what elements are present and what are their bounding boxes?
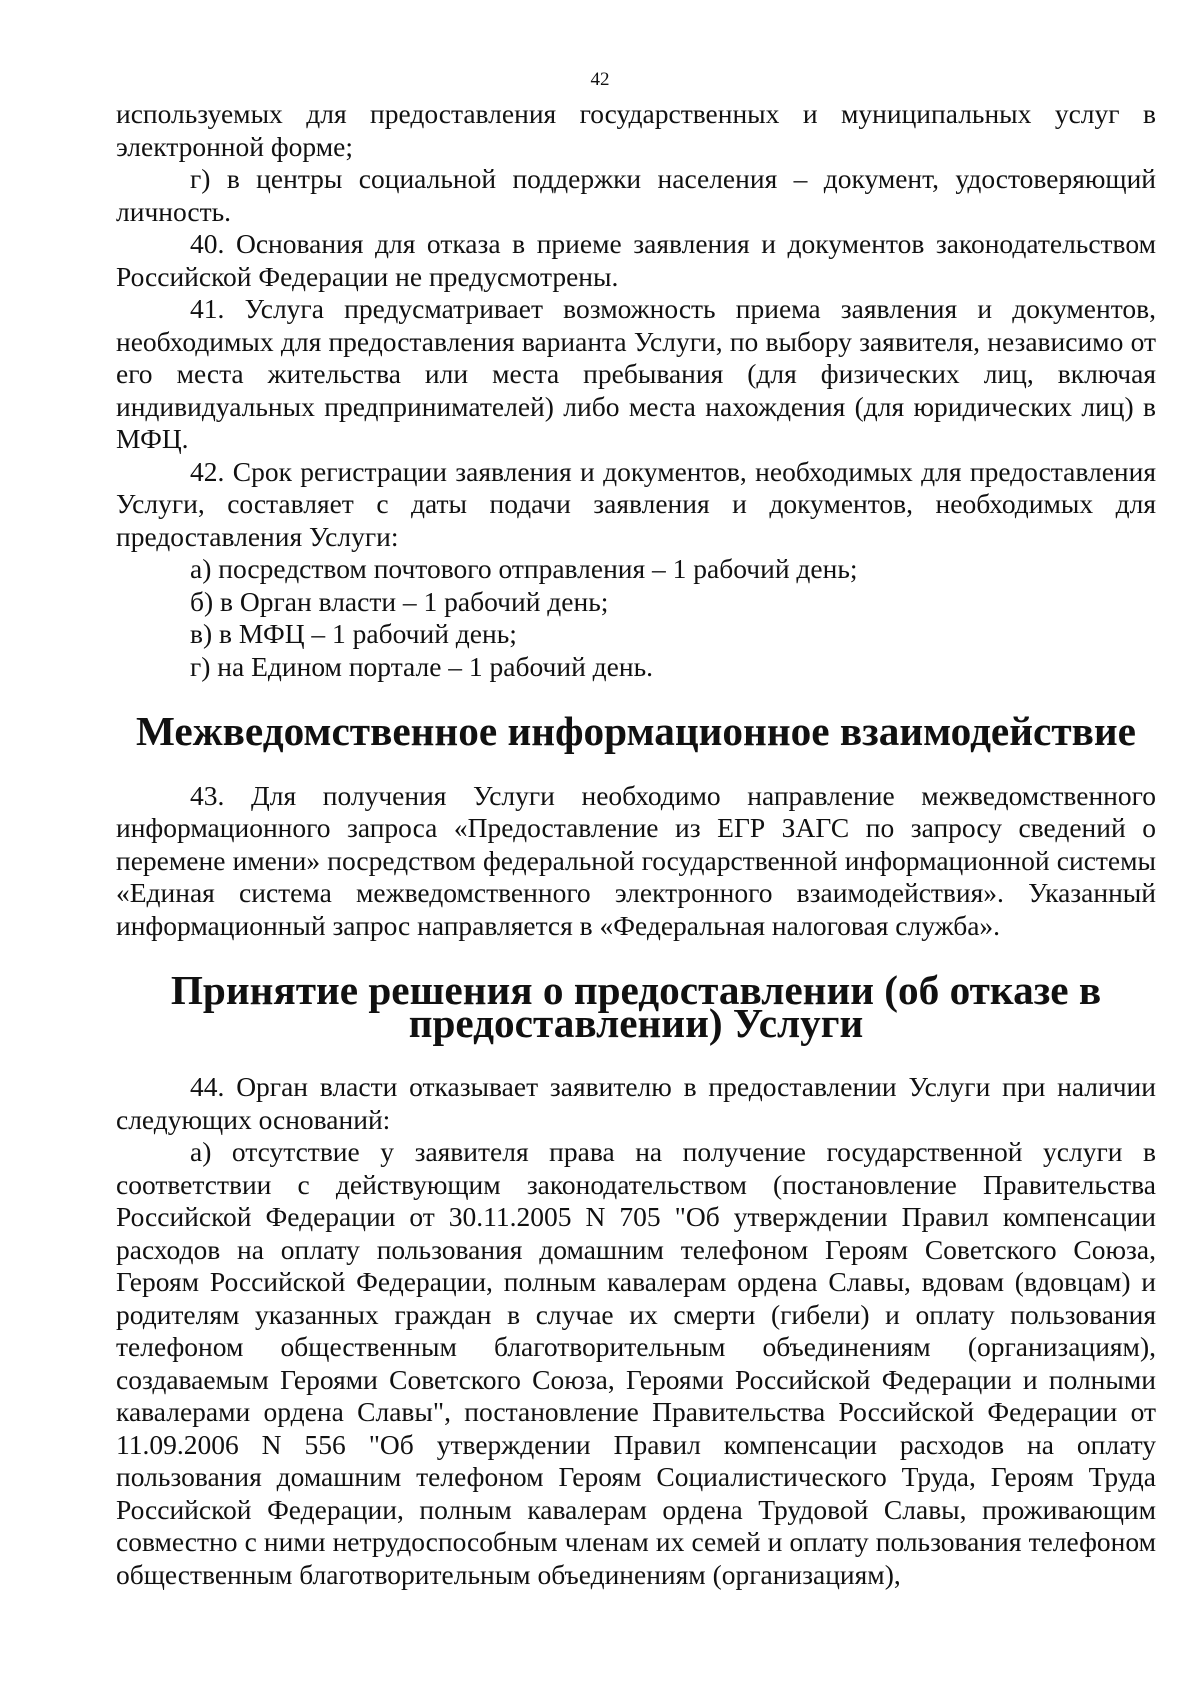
paragraph-44: 44. Орган власти отказывает заявителю в предоставлении Услуги при наличии следующих оснований: (116, 1071, 1156, 1135)
document-body (116, 98, 1156, 1591)
paragraph-42b: б) в Орган власти – 1 рабочий день; (190, 585, 609, 617)
paragraph-40: 40. Основания для отказа в приеме заявления и документов законодательством Российской Федерации не предусмотрены. (116, 228, 1156, 292)
page-number: 42 (590, 69, 610, 90)
paragraph-42: 42. Срок регистрации заявления и документов, необходимых для предоставления Услуги, составляет с даты подачи заявления и документов, необходимых для предоставления Услуги: (116, 455, 1156, 552)
paragraph-42g: г) на Едином портале – 1 рабочий день. (190, 650, 654, 682)
paragraph-41: 41. Услуга предусматривает возможность приема заявления и документов, необходимых для предоставления варианта Услуги, по выбору заявителя, независимо от его места жительства или места пребывания (для физических лиц, включая индивидуальных предпринимателей) либо места нахождения (для юридических лиц) в МФЦ. (116, 293, 1156, 454)
section-heading-interagency: Межведомственное информационное взаимодействие (136, 708, 1136, 754)
paragraph-44a: а) отсутствие у заявителя права на получение государственной услуги в соответствии с действующим законодательством (постановление Правительства Российской Федерации от 30.11.2005 N 705 "Об утверждении Правил компенсации расходов на оплату пользования домашним телефоном Героям Советского Союза, Героям Российской Федерации, полным кавалерам ордена Славы, вдовам (вдовцам) и родителям указанных граждан в случае их смерти (гибели) и оплату пользования телефоном общественным благотворительным объединениям (организациям), создаваемым Героями Советского Союза, Героями Российской Федерации и полными кавалерами ордена Славы", постановление Правительства Российской Федерации от 11.09.2006 N 556 "Об утверждении Правил компенсации расходов на оплату пользования домашним телефоном Героям Социалистического Труда, Героям Труда Российской Федерации, полным кавалерам ордена Трудовой Славы, проживающим совместно с ними нетрудоспособным членам их семей и оплату пользования телефоном общественным благотворительным объединениям (организациям), (116, 1136, 1156, 1590)
paragraph-39g: г) в центры социальной поддержки населения – документ, удостоверяющий личность. (116, 163, 1156, 227)
paragraph-43: 43. Для получения Услуги необходимо направление межведомственного информационного запроса «Предоставление из ЕГР ЗАГС по запросу сведений о перемене имени» посредством федеральной государственной информационной системы «Единая система межведомственного электронного взаимодействия». Указанный информационный запрос направляется в «Федеральная налоговая служба». (116, 779, 1156, 941)
section-heading-decision: Принятие решения о предоставлении (об отказе в предоставлении) Услуги (170, 967, 1102, 1046)
paragraph-42a: а) посредством почтового отправления – 1 рабочий день; (190, 553, 858, 584)
paragraph-42v: в) в МФЦ – 1 рабочий день; (190, 618, 517, 649)
paragraph-continuation: используемых для предоставления государственных и муниципальных услуг в электронной форме; (116, 98, 1156, 162)
